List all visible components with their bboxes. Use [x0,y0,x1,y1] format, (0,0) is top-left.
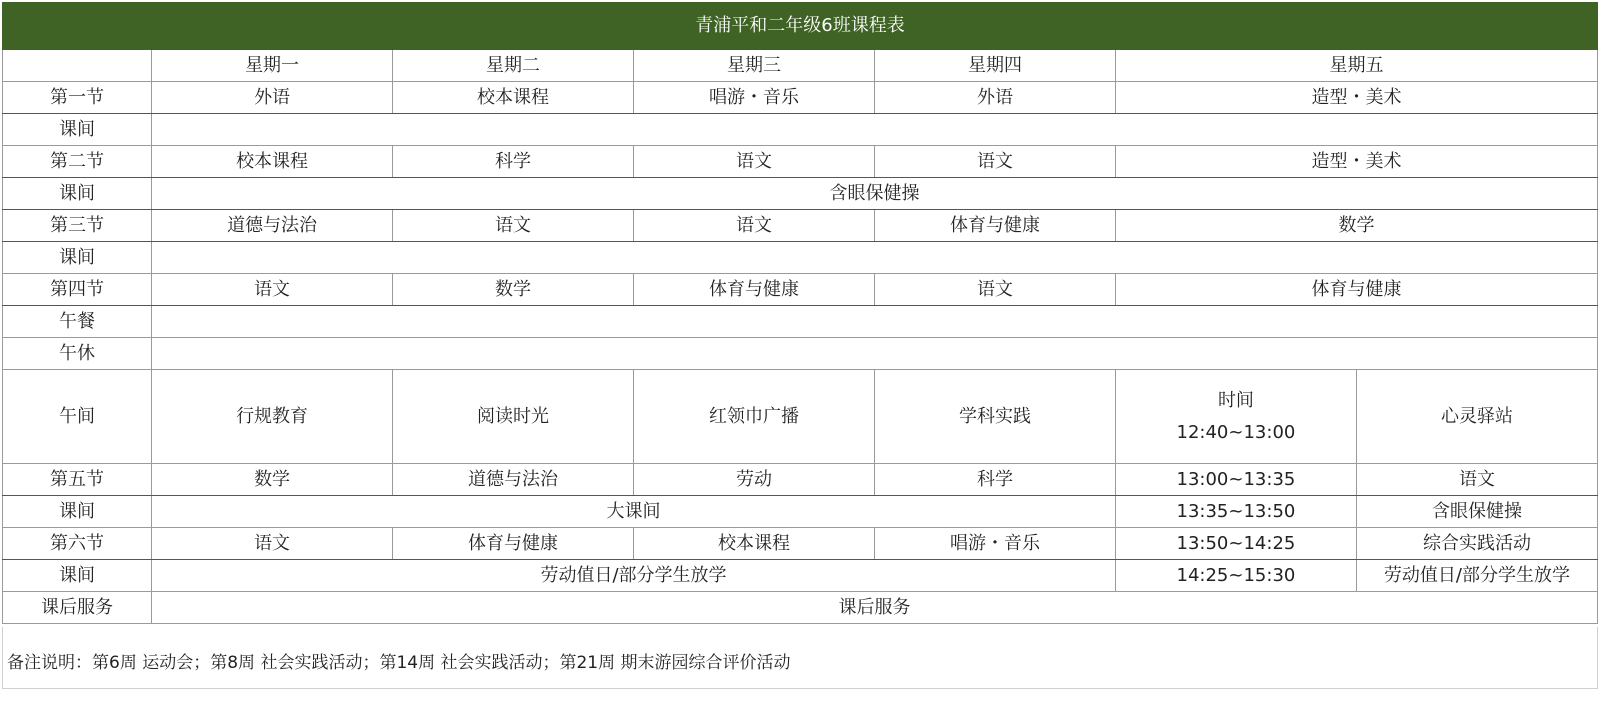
class-cell: 外语 [152,82,393,114]
class-cell: 学科实践 [874,370,1115,464]
class-cell: 道德与法治 [152,210,393,242]
class-cell: 校本课程 [393,82,634,114]
break-cell: 劳动值日/部分学生放学 [152,560,1116,592]
class-cell: 体育与健康 [393,528,634,560]
period-row-5 [3,464,1598,496]
time-cell: 13:35~13:50 [1115,496,1356,528]
time-cell: 14:25~15:30 [1115,560,1356,592]
class-cell: 语文 [874,274,1115,306]
class-cell: 语文 [152,528,393,560]
row-label: 第三节 [3,210,152,242]
day-header-tue: 星期二 [393,50,634,82]
break-cell: 含眼保健操 [152,178,1598,210]
after-school-row [3,592,1598,624]
class-cell: 综合实践活动 [1356,528,1597,560]
row-label: 第一节 [3,82,152,114]
period-row-4 [3,274,1598,306]
class-cell: 科学 [874,464,1115,496]
row-label: 课间 [3,114,152,146]
row-label: 课间 [3,242,152,274]
class-cell: 行规教育 [152,370,393,464]
class-cell: 语文 [152,274,393,306]
class-cell: 体育与健康 [1115,274,1597,306]
class-cell: 外语 [874,82,1115,114]
class-cell: 语文 [634,146,875,178]
schedule-table [2,2,1598,624]
row-label: 课间 [3,496,152,528]
class-cell: 唱游・音乐 [874,528,1115,560]
break-row-4 [3,496,1598,528]
row-label: 午间 [3,370,152,464]
time-cell: 13:00~13:35 [1115,464,1356,496]
row-label: 第六节 [3,528,152,560]
break-row-3 [3,242,1598,274]
row-label: 第二节 [3,146,152,178]
nap-cell [152,338,1598,370]
class-cell: 含眼保健操 [1356,496,1597,528]
nap-row [3,338,1598,370]
schedule-sheet [2,2,1598,624]
break-row-2 [3,178,1598,210]
title-row [3,3,1598,50]
row-label: 第四节 [3,274,152,306]
class-cell: 数学 [1115,210,1597,242]
class-cell: 语文 [393,210,634,242]
time-header-cell [1115,370,1356,464]
break-cell: 大课间 [152,496,1116,528]
class-cell: 阅读时光 [393,370,634,464]
class-cell: 校本课程 [152,146,393,178]
period-row-3 [3,210,1598,242]
lunch-row [3,306,1598,338]
day-header-mon: 星期一 [152,50,393,82]
row-label: 课间 [3,178,152,210]
noon-row [3,370,1598,464]
day-header-fri: 星期五 [1115,50,1597,82]
class-cell: 科学 [393,146,634,178]
class-cell: 造型・美术 [1115,82,1597,114]
day-header-row [3,50,1598,82]
class-cell: 数学 [393,274,634,306]
corner-cell [3,50,152,82]
class-cell: 语文 [874,146,1115,178]
class-cell: 体育与健康 [634,274,875,306]
class-cell: 语文 [634,210,875,242]
time-header-label: 时间 [1217,389,1254,411]
break-cell [152,242,1598,274]
break-cell [152,114,1598,146]
row-label: 课后服务 [3,592,152,624]
period-row-6 [3,528,1598,560]
class-cell: 唱游・音乐 [634,82,875,114]
time-header-value: 12:40~13:00 [1176,421,1296,443]
class-cell: 劳动 [634,464,875,496]
class-cell: 数学 [152,464,393,496]
time-cell: 13:50~14:25 [1115,528,1356,560]
page-title: 青浦平和二年级6班课程表 [3,3,1598,50]
day-header-wed: 星期三 [634,50,875,82]
schedule-note: 备注说明：第6周 运动会；第8周 社会实践活动；第14周 社会实践活动；第21周 期末游园综合评价活动 [7,653,791,673]
class-cell: 红领巾广播 [634,370,875,464]
class-cell: 劳动值日/部分学生放学 [1356,560,1597,592]
row-label: 午餐 [3,306,152,338]
class-cell: 道德与法治 [393,464,634,496]
class-cell: 心灵驿站 [1356,370,1597,464]
lunch-cell [152,306,1598,338]
class-cell: 语文 [1356,464,1597,496]
break-row-1 [3,114,1598,146]
break-row-5 [3,560,1598,592]
period-row-2 [3,146,1598,178]
class-cell: 体育与健康 [874,210,1115,242]
day-header-thu: 星期四 [874,50,1115,82]
row-label: 课间 [3,560,152,592]
class-cell: 造型・美术 [1115,146,1597,178]
class-cell: 校本课程 [634,528,875,560]
after-school-cell: 课后服务 [152,592,1598,624]
row-label: 午休 [3,338,152,370]
period-row-1 [3,82,1598,114]
row-label: 第五节 [3,464,152,496]
